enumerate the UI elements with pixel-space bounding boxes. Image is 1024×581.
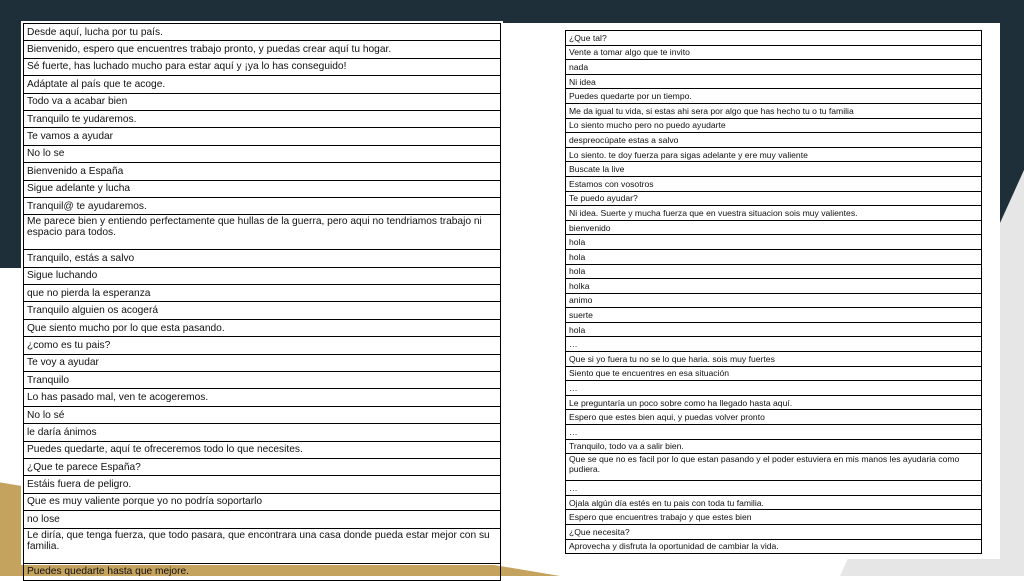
row-text: No lo sé	[27, 409, 65, 421]
row-text: Aprovecha y disfruta la oportunidad de cambiar la vida.	[569, 541, 779, 552]
row-text: Tranquilo alguien os acogerá	[27, 305, 159, 317]
table-row	[24, 111, 500, 128]
table-row	[24, 442, 500, 459]
row-text: Lo siento mucho pero no puedo ayudarte	[569, 120, 726, 131]
row-text: Sigue adelante y lucha	[27, 183, 131, 195]
table-row	[24, 268, 500, 285]
row-text: …	[569, 383, 578, 394]
table-row	[566, 206, 981, 221]
row-text: Todo va a acabar bien	[27, 96, 128, 108]
row-text: Tranquilo te yudaremos.	[27, 113, 137, 125]
row-text: Sigue luchando	[27, 270, 98, 282]
row-text: hola	[569, 251, 586, 262]
row-text: Que si yo fuera tu no se lo que haria. sois muy fuertes	[569, 353, 775, 364]
row-text: Le diría, que tenga fuerza, que todo pasara, que encontrara una casa donde pueda estar mejor con su familia.	[27, 529, 490, 552]
table-row	[566, 294, 981, 309]
table-row	[24, 250, 500, 267]
row-text: Adáptate al país que te acoge.	[27, 78, 166, 90]
table-row	[24, 181, 500, 198]
table-row	[566, 104, 981, 119]
table-row	[566, 381, 981, 396]
table-row	[24, 511, 500, 528]
table-row	[566, 235, 981, 250]
table-row	[566, 60, 981, 75]
table-row	[24, 424, 500, 441]
row-text: Tranquilo, estás a salvo	[27, 252, 135, 264]
table-row	[24, 407, 500, 424]
table-row	[24, 24, 500, 41]
table-row	[24, 459, 500, 476]
table-row	[566, 308, 981, 323]
table-row	[566, 323, 981, 338]
table-row	[566, 221, 981, 236]
table-row	[566, 425, 981, 440]
table-row	[566, 192, 981, 207]
table-row	[566, 31, 981, 46]
row-text: Bienvenido, espero que encuentres trabajo pronto, y puedas crear aquí tu hogar.	[27, 44, 392, 56]
row-text: holka	[569, 280, 590, 291]
table-row	[566, 337, 981, 352]
table-row	[566, 496, 981, 511]
row-text: …	[569, 339, 578, 350]
table-row	[566, 265, 981, 280]
responses-table-right	[565, 30, 982, 554]
row-text: Que es muy valiente porque yo no podría soportarlo	[27, 496, 263, 508]
row-text: Te voy a ayudar	[27, 357, 99, 369]
row-text: ¿como es tu pais?	[27, 339, 111, 351]
table-row	[24, 494, 500, 511]
table-row	[24, 198, 500, 215]
row-text: Bienvenido a España	[27, 165, 124, 177]
table-row	[24, 76, 500, 93]
row-text: Vente a tomar algo que te invito	[569, 47, 690, 58]
table-row	[566, 352, 981, 367]
table-row	[566, 89, 981, 104]
table-row	[566, 250, 981, 265]
table-row	[24, 146, 500, 163]
table-row	[566, 177, 981, 192]
row-text: Que siento mucho por lo que esta pasando.	[27, 322, 225, 334]
row-text: Sé fuerte, has luchado mucho para estar aquí y ¡ya lo has conseguido!	[27, 61, 347, 73]
table-row	[24, 163, 500, 180]
table-row	[24, 372, 500, 389]
table-row	[566, 119, 981, 134]
table-row	[566, 148, 981, 163]
row-text: Buscate la live	[569, 164, 625, 175]
table-row	[566, 481, 981, 496]
table-row	[24, 389, 500, 406]
table-row	[566, 440, 981, 455]
table-row	[566, 367, 981, 382]
table-row	[566, 396, 981, 411]
row-text: Te vamos a ayudar	[27, 131, 114, 143]
row-text: hola	[569, 324, 586, 335]
row-text: que no pierda la esperanza	[27, 287, 151, 299]
row-text: Que se que no es facil por lo que estan pasando y el poder estuviera en mis manos les ayudaria como pudiera.	[569, 454, 960, 474]
row-text: Lo has pasado mal, ven te acogeremos.	[27, 392, 209, 404]
table-row	[566, 162, 981, 177]
row-text: Estamos con vosotros	[569, 178, 654, 189]
table-row	[24, 476, 500, 493]
row-text: Tranquil@ te ayudaremos.	[27, 200, 147, 212]
row-text: Me parece bien y entiendo perfectamente que hullas de la guerra, pero aqui no tendriamos trabajo ni espacio para todos.	[27, 216, 482, 239]
row-text: bienvenido	[569, 222, 611, 233]
table-row	[24, 285, 500, 302]
document-page-right	[503, 23, 1000, 559]
row-text: Espero que estes bien aqui, y puedas volver pronto	[569, 412, 765, 423]
responses-table-left	[23, 23, 501, 581]
table-row	[24, 564, 500, 581]
table-row	[566, 279, 981, 294]
row-text: Puedes quedarte hasta que mejore.	[27, 566, 189, 578]
document-page-left	[21, 21, 503, 578]
row-text: Le preguntaría un poco sobre como ha llegado hasta aquí.	[569, 397, 793, 408]
table-row	[566, 133, 981, 148]
table-row	[24, 302, 500, 319]
row-text: ¿Que te parece España?	[27, 461, 141, 473]
table-row	[24, 337, 500, 354]
table-row	[24, 128, 500, 145]
table-row	[566, 525, 981, 540]
row-text: le daría ánimos	[27, 426, 97, 438]
row-text: Puedes quedarte por un tiempo.	[569, 91, 692, 102]
table-row	[566, 454, 981, 481]
row-text: Tranquilo, todo va a salir bien.	[569, 441, 684, 452]
table-row	[566, 510, 981, 525]
row-text: hola	[569, 266, 586, 277]
row-text: Me da igual tu vida, si estas ahi sera por algo que has hecho tu o tu familia	[569, 105, 854, 116]
row-text: Ni idea. Suerte y mucha fuerza que en vuestra situacion sois muy valientes.	[569, 207, 858, 218]
row-text: Espero que encuentres trabajo y que estes bien	[569, 512, 752, 523]
row-text: Estáis fuera de peligro.	[27, 479, 132, 491]
table-row	[24, 320, 500, 337]
table-row	[24, 215, 500, 250]
table-row	[566, 46, 981, 61]
row-text: animo	[569, 295, 593, 306]
row-text: Tranquilo	[27, 374, 70, 386]
row-text: Desde aquí, lucha por tu país.	[27, 26, 163, 38]
row-text: nada	[569, 61, 589, 72]
table-row	[24, 59, 500, 76]
table-row	[566, 75, 981, 90]
row-text: ¿Que necesita?	[569, 526, 630, 537]
row-text: Ni idea	[569, 76, 596, 87]
row-text: …	[569, 483, 578, 494]
row-text: No lo se	[27, 148, 65, 160]
row-text: suerte	[569, 310, 593, 321]
row-text: Ojala algún día estés en tu pais con toda tu familia.	[569, 497, 764, 508]
table-row	[566, 540, 981, 555]
row-text: Lo siento. te doy fuerza para sigas adelante y ere muy valiente	[569, 149, 808, 160]
table-row	[24, 355, 500, 372]
row-text: no lose	[27, 513, 60, 525]
table-row	[24, 94, 500, 111]
table-row	[24, 41, 500, 58]
row-text: despreocúpate estas a salvo	[569, 134, 679, 145]
row-text: ¿Que tal?	[569, 32, 607, 43]
row-text: Siento que te encuentres en esa situación	[569, 368, 730, 379]
row-text: …	[569, 426, 578, 437]
row-text: Te puedo ayudar?	[569, 193, 638, 204]
row-text: hola	[569, 237, 586, 248]
table-row	[24, 529, 500, 564]
row-text: Puedes quedarte, aquí te ofreceremos todo lo que necesites.	[27, 444, 303, 456]
table-row	[566, 410, 981, 425]
